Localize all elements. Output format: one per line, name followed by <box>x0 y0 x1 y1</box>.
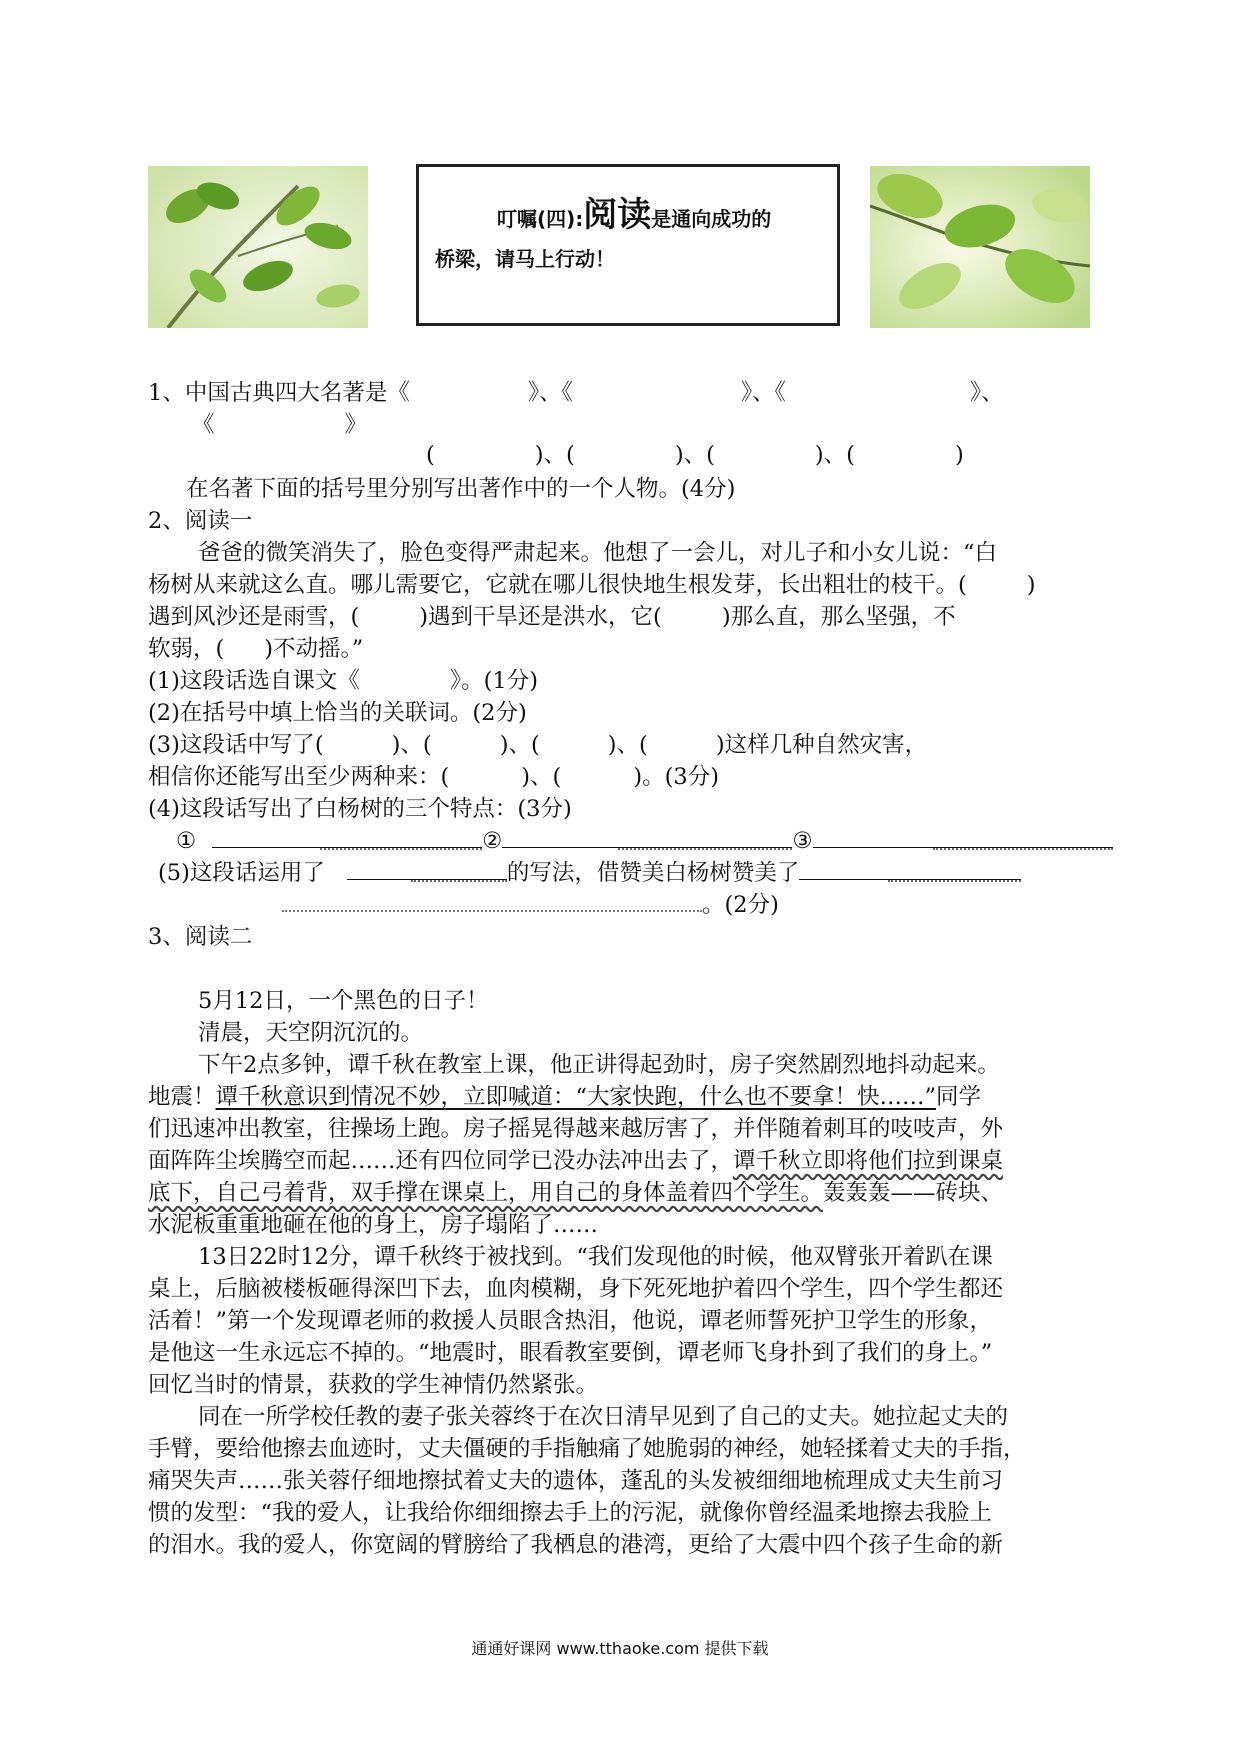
answer-line[interactable] <box>799 859 1021 880</box>
q3-line-15: 手臂，要给他擦去血迹时，丈夫僵硬的手指触痛了她脆弱的神经，她轻揉着丈夫的手指， <box>148 1436 1026 1462</box>
q3-line-12: 是他这一生永远忘不掉的。“地震时，眼看教室要倒，谭老师飞身扑到了我们的身上。” <box>148 1340 993 1366</box>
q3-line-4: 地震！谭千秋意识到情况不妙，立即喊道：“大家快跑，什么也不要拿！快……”同学 <box>148 1084 982 1110</box>
q2-heading: 2、阅读一 <box>148 508 253 534</box>
q3-line-14: 同在一所学校任教的妻子张关蓉终于在次日清早见到了自己的丈夫。她拉起丈夫的 <box>198 1404 1009 1430</box>
q3-line-5: 们迅速冲出教室，往操场上跑。房子摇晃得越来越厉害了，并伴随着刺耳的吱吱声，外 <box>148 1116 1004 1142</box>
q3-line-3: 下午2点多钟，谭千秋在教室上课，他正讲得起劲时，房子突然剧烈地抖动起来。 <box>198 1052 1000 1078</box>
q1-character-blanks: ( )、( )、( )、( ) <box>426 442 964 468</box>
q3-line-18: 的泪水。我的爱人，你宽阔的臂膀给了我栖息的港湾，更给了大震中四个孩子生命的新 <box>148 1532 1004 1558</box>
q2-passage-line-4: 软弱，( )不动摇。” <box>148 636 364 662</box>
q3-line-13: 回忆当时的情景，获救的学生神情仍然紧张。 <box>148 1372 599 1398</box>
answer-line[interactable] <box>212 827 482 848</box>
q3-line-11: 活着！”第一个发现谭老师的救援人员眼含热泪，他说，谭老师誓死护卫学生的形象， <box>148 1308 993 1334</box>
page-footer: 通通好课网 www.tthaoke.com 提供下载 <box>471 1639 769 1658</box>
q2-sub-5: (5)这段话运用了 的写法，借赞美白杨树赞美了 <box>158 858 1021 888</box>
q1-instruction: 在名著下面的括号里分别写出著作中的一个人物。(4分) <box>186 476 736 502</box>
q2-passage-line-3: 遇到风沙还是雨雪，( )遇到干旱还是洪水，它( )那么直，那么坚强，不 <box>148 604 956 630</box>
q3-line-1: 5月12日，一个黑色的日子！ <box>198 988 489 1014</box>
q3-line-9: 13日22时12分，谭千秋终于被找到。“我们发现他的时候，他双臂张开着趴在课 <box>198 1244 993 1270</box>
answer-line[interactable] <box>502 827 792 848</box>
q2-sub-4: (4)这段话写出了白杨树的三个特点：(3分) <box>148 796 572 822</box>
answer-line[interactable] <box>282 890 702 912</box>
q3-line-7: 底下，自己弓着背，双手撑在课桌上，用自己的身体盖着四个学生。轰轰轰——砖块、 <box>148 1180 1004 1206</box>
q2-sub-4-blanks: ① ② ③ <box>176 826 1113 856</box>
q1-line-2: 《 》 <box>192 412 368 438</box>
answer-line[interactable] <box>347 859 507 880</box>
answer-line[interactable] <box>813 827 1113 848</box>
wavy-underlined-sentence: 底下，自己弓着背，双手撑在课桌上，用自己的身体盖着四个学生。 <box>148 1180 824 1206</box>
motto-line-1: 叮嘱(四):阅读是通向成功的 <box>497 195 772 235</box>
underlined-sentence: 谭千秋意识到情况不妙，立即喊道：“大家快跑，什么也不要拿！快……” <box>215 1084 937 1110</box>
q3-line-16: 痛哭失声……张关蓉仔细地擦拭着丈夫的遗体，蓬乱的头发被细细地梳理成丈夫生前习 <box>148 1468 1004 1494</box>
q2-sub-2: (2)在括号中填上恰当的关联词。(2分) <box>148 700 527 726</box>
q1-line-1: 1、中国古典四大名著是《 》、《 》、《 》、 <box>148 380 1004 406</box>
q2-sub-3: (3)这段话中写了( )、( )、( )、( )这样几种自然灾害， <box>148 732 928 758</box>
q3-line-8: 水泥板重重地砸在他的身上，房子塌陷了…… <box>148 1212 599 1238</box>
q2-sub-1: (1)这段话选自课文《 》。(1分) <box>148 668 538 694</box>
leaf-photo-left <box>148 166 368 328</box>
q2-sub-3-cont: 相信你还能写出至少两种来：( )、( )。(3分) <box>148 764 719 790</box>
q3-line-6: 面阵阵尘埃腾空而起……还有四位同学已没办法冲出去了，谭千秋立即将他们拉到课桌 <box>148 1148 1004 1174</box>
q3-line-2: 清晨，天空阴沉沉的。 <box>198 1020 424 1046</box>
q2-passage-line-1: 爸爸的微笑消失了，脸色变得严肃起来。他想了一会儿，对儿子和小女儿说：“白 <box>198 540 998 566</box>
q3-line-17: 惯的发型：“我的爱人，让我给你细细擦去手上的污泥，就像你曾经温柔地擦去我脸上 <box>148 1500 993 1526</box>
q3-line-10: 桌上，后脑被楼板砸得深凹下去，血肉模糊，身下死死地护着四个学生，四个学生都还 <box>148 1276 1004 1302</box>
motto-line-2: 桥梁，请马上行动！ <box>435 247 615 271</box>
motto-box <box>416 164 840 326</box>
leaf-photo-right <box>870 166 1090 328</box>
wavy-underlined-sentence: 谭千秋立即将他们拉到课桌 <box>733 1148 1004 1174</box>
q2-sub-5-cont: 。(2分) <box>282 890 779 920</box>
q2-passage-line-2: 杨树从来就这么直。哪儿需要它，它就在哪儿很快地生根发芽，长出粗壮的枝干。( ) <box>148 572 1036 598</box>
q3-heading: 3、阅读二 <box>148 924 253 950</box>
